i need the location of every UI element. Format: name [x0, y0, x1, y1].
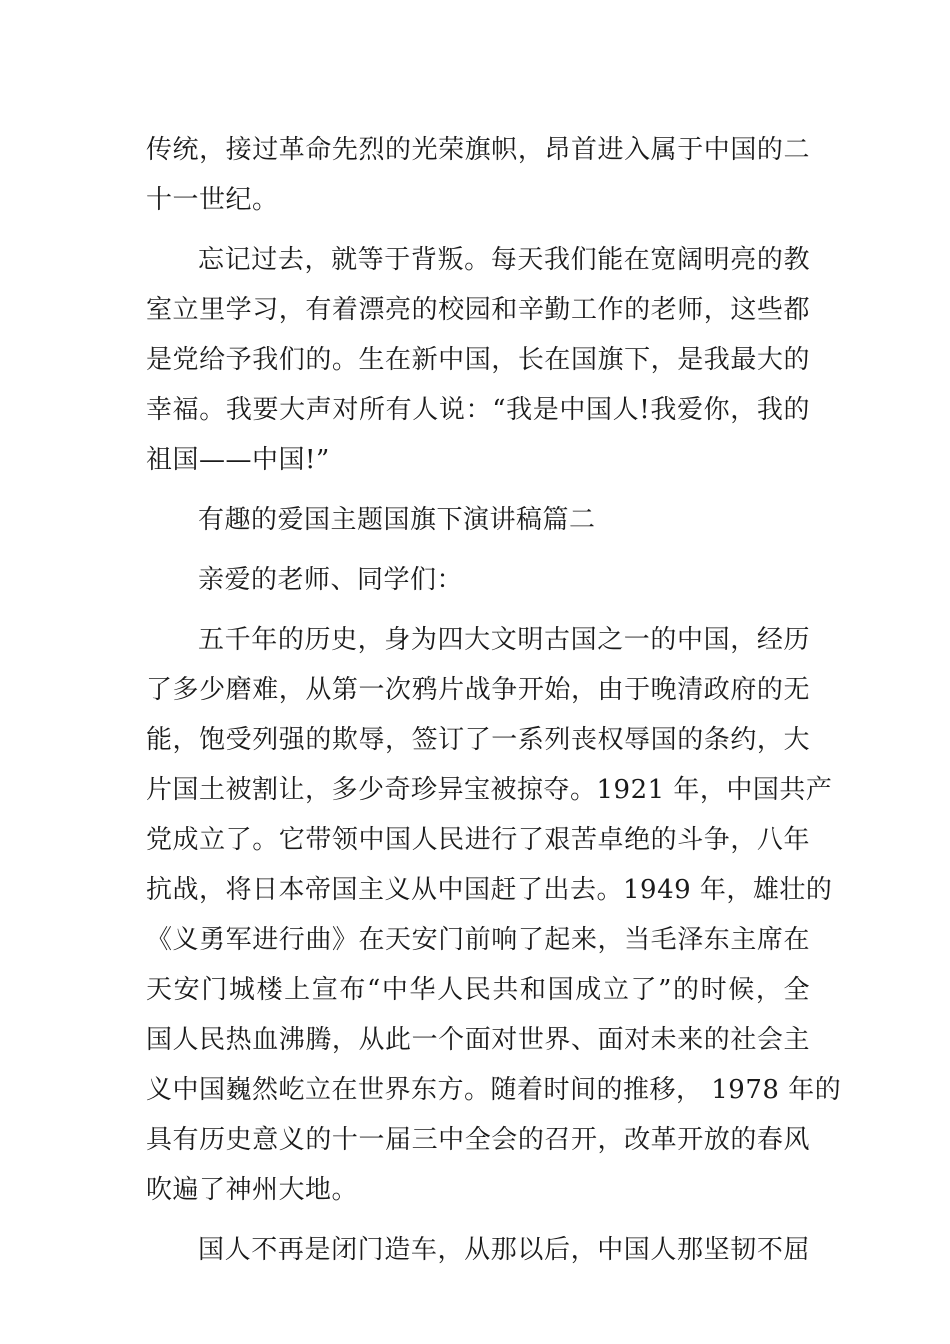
paragraph-gap	[146, 545, 810, 555]
paragraph-line: 《义勇军进行曲》在天安门前响了起来，当毛泽东主席在	[146, 925, 810, 955]
paragraph-line: 是党给予我们的。生在新中国，长在国旗下，是我最大的	[146, 345, 810, 375]
paragraph-line: 幸福。我要大声对所有人说：“我是中国人!我爱你，我的	[146, 395, 810, 425]
paragraph-gap	[146, 1215, 810, 1225]
paragraph-gap	[146, 225, 810, 235]
paragraph-gap	[146, 605, 810, 615]
paragraph-line: 天安门城楼上宣布“中华人民共和国成立了”的时候，全	[146, 975, 810, 1005]
paragraph-line: 五千年的历史，身为四大文明古国之一的中国，经历	[198, 625, 810, 655]
paragraph-line: 国人不再是闭门造车，从那以后，中国人那坚韧不屈	[198, 1235, 810, 1265]
salutation: 亲爱的老师、同学们：	[198, 565, 464, 595]
paragraph-line: 国人民热血沸腾，从此一个面对世界、面对未来的社会主	[146, 1025, 810, 1055]
paragraph-line: 十一世纪。	[146, 185, 279, 215]
section-heading: 有趣的爱国主题国旗下演讲稿篇二	[198, 505, 596, 535]
paragraph-line: 片国土被割让，多少奇珍异宝被掠夺。1921 年，中国共产	[146, 775, 833, 805]
paragraph-line: 抗战，将日本帝国主义从中国赶了出去。1949 年，雄壮的	[146, 875, 833, 905]
document-body	[146, 125, 842, 1275]
paragraph-line: 传统，接过革命先烈的光荣旗帜，昂首进入属于中国的二	[146, 135, 810, 165]
paragraph-line: 室立里学习，有着漂亮的校园和辛勤工作的老师，这些都	[146, 295, 810, 325]
paragraph-line: 了多少磨难，从第一次鸦片战争开始，由于晚清政府的无	[146, 675, 810, 705]
paragraph-line: 义中国巍然屹立在世界东方。随着时间的推移， 1978 年的	[146, 1075, 842, 1105]
paragraph-line: 吹遍了神州大地。	[146, 1175, 359, 1205]
paragraph-line: 祖国——中国!”	[146, 445, 330, 475]
paragraph-line: 具有历史意义的十一届三中全会的召开，改革开放的春风	[146, 1125, 810, 1155]
paragraph-line: 党成立了。它带领中国人民进行了艰苦卓绝的斗争，八年	[146, 825, 810, 855]
paragraph-line: 忘记过去，就等于背叛。每天我们能在宽阔明亮的教	[198, 245, 810, 275]
paragraph-line: 能，饱受列强的欺辱，签订了一系列丧权辱国的条约，大	[146, 725, 810, 755]
paragraph-gap	[146, 485, 810, 495]
